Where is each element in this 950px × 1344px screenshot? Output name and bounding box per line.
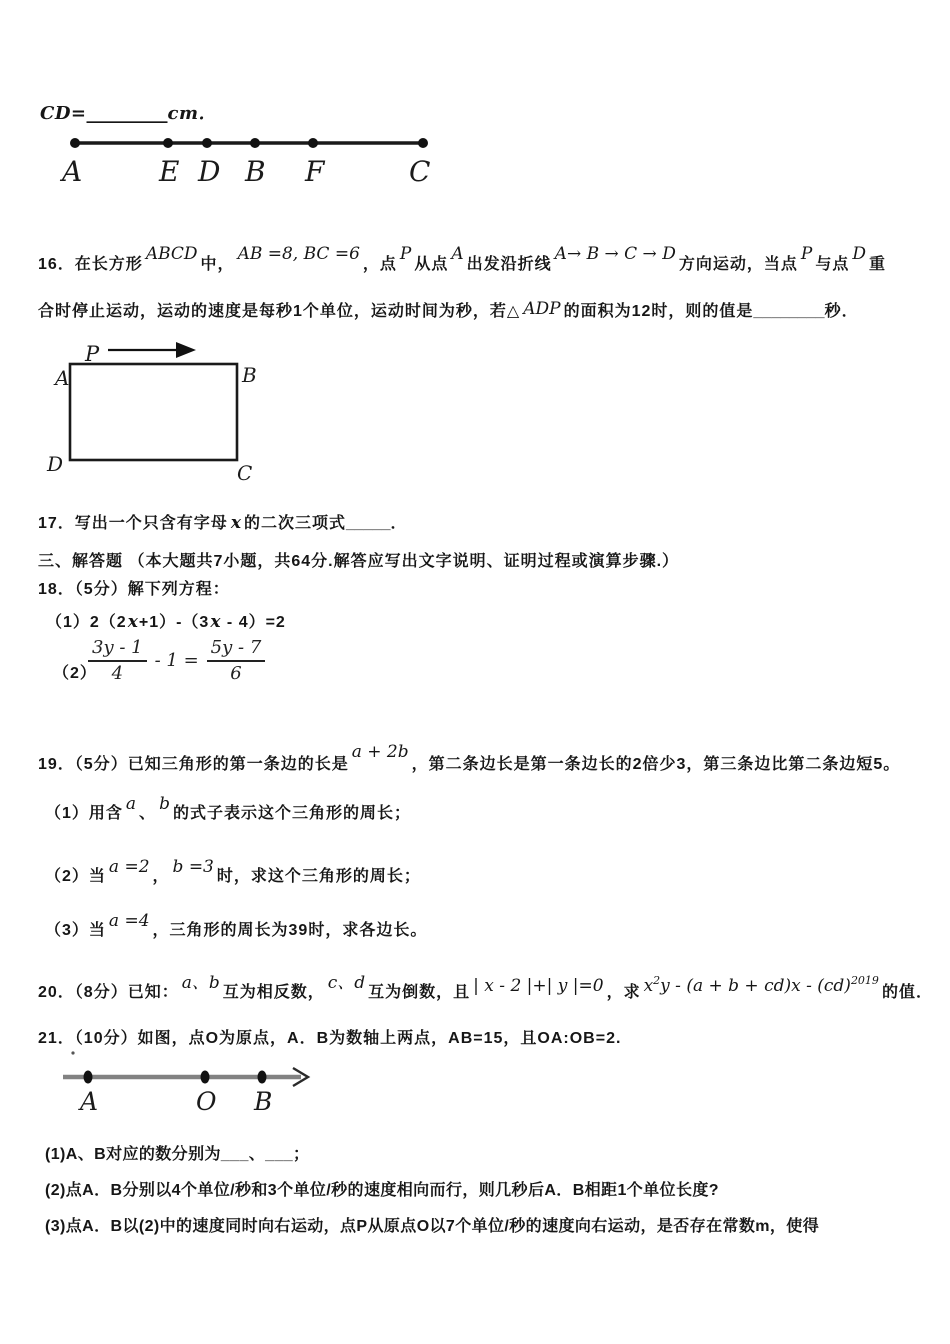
q17-text: 17．写出一个只含有字母 — [38, 515, 228, 532]
q19-text: ，三角形的周长为39时，求各边长。 — [152, 922, 428, 939]
fraction-left — [88, 637, 147, 684]
corner-label-b: B — [242, 363, 257, 387]
q19-text: 时，求这个三角形的周长； — [216, 868, 421, 885]
answer-blank: _________ — [86, 103, 168, 124]
point-label-a: A — [80, 1087, 99, 1116]
math-x: x — [127, 612, 138, 632]
exponent-2: 2 — [653, 974, 661, 987]
q18-text: （1）2（2 — [46, 614, 127, 631]
corner-label-a: A — [55, 366, 70, 390]
math-c-d: c、d — [327, 973, 366, 993]
math-a-equals-2: a =2 — [108, 857, 150, 877]
q19-text: ，第二条边长是第一条边长的2倍少3，第三条边比第二条边短5。 — [411, 756, 901, 773]
math-d: D — [852, 244, 866, 264]
point-dot-d — [202, 138, 212, 148]
math-a-b: a、b — [181, 973, 220, 993]
q19-text: 的式子表示这个三角形的周长； — [172, 805, 411, 822]
stray-dot — [71, 1051, 74, 1054]
math-x: x — [230, 513, 241, 533]
fraction-denominator: 4 — [111, 663, 124, 684]
q20-text: 20．（8分）已知： — [38, 984, 179, 1001]
question-19-line1 — [38, 742, 900, 774]
moving-point-label-p: P — [85, 342, 100, 366]
segment-figure — [58, 128, 448, 192]
q16-text: 中， — [200, 256, 235, 273]
corner-label-c: C — [237, 461, 253, 485]
q16-text: 秒． — [824, 303, 859, 320]
math-a: a — [125, 794, 137, 814]
motion-arrow-head — [176, 342, 196, 358]
math-term: x — [643, 976, 654, 996]
question-19-item1 — [45, 794, 411, 823]
exponent-2019: 2019 — [850, 974, 879, 987]
fraction-right — [207, 637, 266, 684]
point-dot-b — [250, 138, 260, 148]
q16-text: 的面积为12时，则的值是 — [563, 303, 754, 320]
point-dot-e — [163, 138, 173, 148]
point-label-f: F — [305, 155, 325, 188]
q16-text: 重 — [868, 256, 886, 273]
point-label-b: B — [254, 1087, 273, 1116]
question-20 — [38, 968, 933, 1002]
q20-text: 的值． — [881, 984, 933, 1001]
question-16-line1 — [38, 244, 886, 274]
question-19-item3 — [45, 911, 427, 940]
q16-text: 16．在长方形 — [38, 256, 143, 273]
point-dot-b — [258, 1071, 267, 1084]
fraction-numerator: 5y - 7 — [207, 637, 266, 662]
point-dot-a — [70, 138, 80, 148]
point-label-e: E — [159, 155, 180, 188]
section-3-header: 三、解答题 （本大题共7小题，共64分.解答应写出文字说明、证明过程或演算步骤.） — [38, 553, 680, 570]
q19-text: ， — [152, 868, 170, 885]
question-18-item2-label: （2） — [53, 665, 97, 682]
question-19-item2 — [45, 857, 421, 886]
fraction-numerator: 3y - 1 — [88, 637, 147, 662]
math-a: A — [451, 244, 464, 264]
answer-blank: ________ — [753, 303, 825, 320]
math-b: b — [159, 794, 170, 814]
q20-text: 互为倒数，且 — [368, 984, 471, 1001]
q16-text: 合时停止运动，运动的速度是每秒1个单位，运动时间为秒，若△ — [38, 303, 521, 320]
math-a-plus-2b: a + 2b — [351, 742, 409, 762]
q19-text: 19．（5分）已知三角形的第一条边的长是 — [38, 756, 349, 773]
q16-text: 从点 — [414, 256, 449, 273]
math-b-equals-3: b =3 — [172, 857, 214, 877]
rectangle-abcd — [70, 364, 237, 460]
q16-text: 出发沿折线 — [466, 256, 552, 273]
question-21-item2: (2)点A．B分别以4个单位/秒和3个单位/秒的速度相向而行，则几秒后A．B相距1个单位长度? — [45, 1182, 719, 1199]
math-x: x — [210, 612, 221, 632]
question-17 — [38, 510, 407, 533]
point-dot-o — [201, 1071, 210, 1084]
math-path-abcd: A→ B → C → D — [554, 244, 676, 264]
q19-text: （1）用含 — [45, 805, 123, 822]
question-21-item3: (3)点A．B以(2)中的速度同时向右运动，点P从原点O以7个单位/秒的速度向右运动，是否存在常数m，使得 — [45, 1218, 820, 1235]
q18-text: - 4）=2 — [221, 614, 286, 631]
q16-text: 方向运动，当点 — [678, 256, 798, 273]
number-line-figure — [55, 1046, 345, 1120]
question-21-item1: (1)A、B对应的数分别为___、___； — [45, 1146, 310, 1163]
q20-text: 互为相反数， — [222, 984, 325, 1001]
question-21-header: 21．（10分）如图，点O为原点，A．B为数轴上两点，AB=15，且OA:OB=2. — [38, 1030, 622, 1047]
q16-text: ，点 — [362, 256, 397, 273]
math-p: P — [399, 244, 412, 264]
math-ab8-bc6: AB =8, BC =6 — [237, 244, 360, 264]
point-label-d: D — [198, 155, 221, 188]
point-label-b: B — [245, 155, 266, 188]
q19-text: （2）当 — [45, 868, 106, 885]
answer-blank: _____ — [345, 515, 391, 532]
point-label-c: C — [409, 155, 431, 188]
cd-blank-line — [40, 99, 217, 125]
q19-text: 、 — [139, 805, 157, 822]
point-label-o: O — [196, 1087, 217, 1116]
math-cd: CD= — [40, 103, 87, 124]
equation-middle: - 1 = — [154, 650, 199, 671]
point-dot-a — [84, 1071, 93, 1084]
math-abcd: ABCD — [145, 244, 198, 264]
math-term: y - (a + b + cd)x - (cd) — [660, 976, 851, 996]
math-expression — [641, 974, 882, 996]
unit-cm: cm． — [167, 103, 218, 124]
rectangle-figure — [30, 333, 300, 488]
q17-text: ． — [390, 515, 408, 532]
q20-text: ，求 — [606, 984, 641, 1001]
corner-label-d: D — [47, 452, 64, 476]
math-absolute-value-eq: | x - 2 |+| y |=0 — [473, 976, 604, 996]
math-adp: ADP — [523, 299, 561, 319]
question-18-item2-equation — [88, 637, 265, 684]
question-16-line2 — [38, 298, 859, 321]
fraction-denominator: 6 — [230, 663, 242, 684]
math-p: P — [800, 244, 813, 264]
q19-text: （3）当 — [45, 922, 106, 939]
question-18-header: 18．（5分）解下列方程： — [38, 581, 230, 598]
point-dot-c — [418, 138, 428, 148]
question-18-item1 — [46, 609, 286, 632]
q18-text: +1）-（3 — [138, 614, 210, 631]
point-dot-f — [308, 138, 318, 148]
point-label-a: A — [62, 155, 83, 188]
q16-text: 与点 — [815, 256, 850, 273]
q17-text: 的二次三项式 — [243, 515, 346, 532]
math-a-equals-4: a =4 — [108, 911, 150, 931]
